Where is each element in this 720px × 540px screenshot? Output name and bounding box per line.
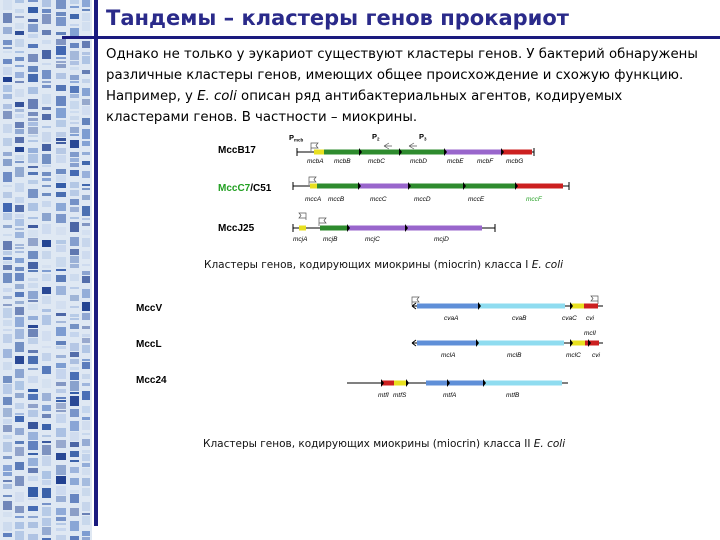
gene-mcbB: [324, 150, 360, 155]
gene-mtfA: [426, 381, 484, 386]
gene-label: mcbG: [506, 158, 524, 165]
gene-mcjB: [320, 226, 348, 231]
gene-labels-mccb17: [307, 158, 523, 165]
gene-mclC: [571, 341, 585, 346]
gene-mclA: [417, 341, 477, 346]
gene-label: mcbA: [307, 158, 324, 165]
gene-label: cvaB: [512, 315, 527, 322]
paragraph-text-1: Однако не только у эукариот существуют кластеры генов. У бактерий обнаружены различные кластеры генов, имеющих общее происхождение и схожую функцию. Например, у: [106, 47, 698, 104]
promoter-label-p2: [372, 132, 380, 142]
gene-label: mccC: [370, 196, 387, 203]
cluster-name-mccb17: MccB17: [218, 145, 256, 156]
promoter-p3-sub: 3: [424, 136, 427, 142]
promoter-flag: [299, 213, 306, 220]
gene-label: mcbB: [334, 158, 351, 165]
gene-label: mccB: [328, 196, 345, 203]
cluster-name-mccl: MccL: [136, 339, 162, 350]
gene-mtfS: [394, 381, 407, 386]
promoter-flag: [591, 296, 598, 304]
gene-row-mcc24: [347, 379, 568, 387]
gene-mtfB: [484, 381, 562, 386]
gene-mcbF: [474, 150, 502, 155]
gene-mccF: [516, 184, 563, 189]
gene-labels-mccj25: [293, 236, 449, 243]
gene-label: mcjA: [293, 236, 308, 243]
figure-caption-class-2: [203, 438, 565, 450]
figure-caption-class-1: [204, 259, 563, 271]
gene-row-mccb17: [297, 143, 534, 156]
gene-label: mtfI: [378, 392, 389, 399]
promoter-pmcb-sub: mcb: [294, 137, 304, 143]
gene-row-mccv: [412, 296, 603, 310]
cluster-name-mccc7-colored: MccC7: [218, 183, 251, 194]
gene-cvaA: [417, 304, 479, 309]
cluster-name-mccc7-rest: /C51: [250, 183, 272, 194]
promoter-p-letter: P: [289, 133, 295, 142]
gene-labels-mcc24: [378, 392, 520, 399]
promoter-flag: [409, 143, 417, 149]
gene-mcbD: [400, 150, 445, 155]
gene-label: mtfA: [443, 392, 457, 399]
cluster-name-mcc24: Mcc24: [136, 375, 167, 386]
paragraph-text-2: описан ряд антибактериальных агентов, кодируемых кластерами генов. В частности – миокрины.: [106, 89, 623, 125]
promoter-label-p3: [419, 132, 427, 142]
gene-label: mclA: [441, 352, 456, 359]
caption-1-organism: E. coli: [531, 259, 564, 271]
caption-1-text: Кластеры генов, кодирующих миокрины (miocrin) класса I: [204, 259, 532, 271]
gene-mcbG: [502, 150, 532, 155]
promoter-p2-sub: 2: [377, 136, 380, 142]
caption-2-text: Кластеры генов, кодирующих миокрины (miocrin) класса II: [203, 438, 534, 450]
gene-mcjD: [406, 226, 482, 231]
gene-label: mccA: [305, 196, 322, 203]
gene-cvaB: [479, 304, 565, 309]
gene-labels-mccv: [444, 315, 595, 322]
gene-label: cvaA: [444, 315, 459, 322]
cluster-name-mccj25: MccJ25: [218, 223, 255, 234]
gene-label: mtfB: [506, 392, 520, 399]
gene-label: mcbD: [410, 158, 427, 165]
gene-row-mccl: [412, 339, 603, 347]
gene-label: mcbC: [368, 158, 385, 165]
gene-label: mcbE: [447, 158, 464, 165]
gene-label: mccF: [526, 196, 542, 203]
gene-mccE: [464, 184, 516, 189]
gene-mccD: [409, 184, 464, 189]
gene-label: mcjB: [323, 236, 338, 243]
gene-mclI: [585, 341, 599, 346]
gene-mclB: [477, 341, 564, 346]
gene-label: cvi: [592, 352, 600, 359]
gene-label: cvi: [586, 315, 594, 322]
gene-mcbA: [314, 150, 324, 155]
gene-mcbC: [360, 150, 400, 155]
paragraph-organism: E. coli: [197, 89, 237, 104]
slide-title: Тандемы – кластеры генов прокариот: [106, 6, 569, 30]
promoter-flag: [384, 143, 392, 149]
cluster-name-mccc7: [218, 183, 272, 194]
promoter-p-letter: P: [372, 132, 378, 141]
gene-label: mclC: [566, 352, 581, 359]
caption-2-organism: E. coli: [533, 438, 566, 450]
gene-label: mccD: [414, 196, 431, 203]
promoter-label-pmcb: [289, 133, 304, 143]
promoter-p-letter: P: [419, 132, 425, 141]
gene-label: mcbF: [477, 158, 494, 165]
gene-mcjA: [299, 226, 306, 231]
gene-mcjC: [348, 226, 406, 231]
gene-mccB: [317, 184, 359, 189]
gene-label: mclI: [584, 330, 596, 337]
gene-label: mccE: [468, 196, 485, 203]
gene-label: mcjC: [365, 236, 380, 243]
gene-label: mcjD: [434, 236, 449, 243]
gene-label: mclB: [507, 352, 522, 359]
gene-labels-mccc7: [305, 196, 543, 203]
cluster-name-mccv: MccV: [136, 303, 163, 314]
gene-cvi: [584, 304, 598, 309]
gene-row-mccc7: [293, 177, 569, 190]
promoter-flag: [319, 218, 326, 226]
gene-mccA: [310, 184, 317, 189]
gene-label: cvaC: [562, 315, 577, 322]
gene-label: mtfS: [393, 392, 407, 399]
gene-mccC: [359, 184, 409, 189]
gene-mcbE: [445, 150, 474, 155]
gene-row-mccj25: [293, 213, 495, 232]
